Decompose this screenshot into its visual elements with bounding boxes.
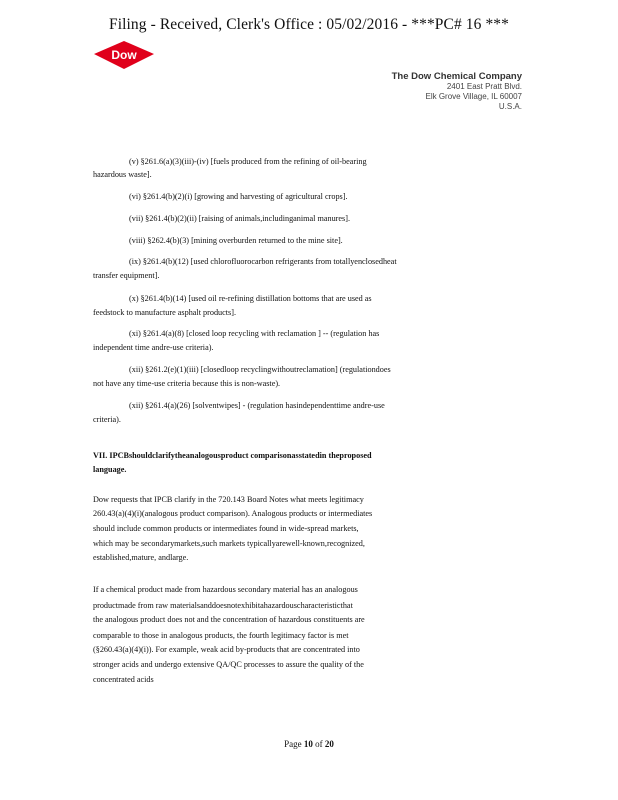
- list-item-line: (v) §261.6(a)(3)(iii)-(iv) [fuels produced from the refining of oil-bearing: [129, 157, 367, 166]
- list-item-line: (xii) §261.2(e)(1)(iii) [closedloop recyclingwithoutreclamation] (regulationdoes: [129, 365, 391, 374]
- company-name: The Dow Chemical Company: [391, 71, 522, 82]
- paragraph-line: which may be secondarymarkets,such markets typicallyarewell-known,recognized,: [93, 539, 365, 548]
- company-address-line: Elk Grove Village, IL 60007: [425, 92, 522, 101]
- list-item-line: (vii) §261.4(b)(2)(ii) [raising of animals,includinganimal manures].: [129, 214, 351, 223]
- paragraph-line: comparable to those in analogous products, the fourth legitimacy factor is met: [93, 631, 349, 640]
- paragraph-line: concentrated acids: [93, 675, 154, 684]
- list-item-line: not have any time-use criteria because this is non-waste).: [93, 379, 281, 388]
- list-item-line: (xi) §261.4(a)(8) [closed loop recycling with reclamation ] -- (regulation has: [129, 329, 380, 338]
- list-item-line: (x) §261.4(b)(14) [used oil re-refining distillation bottoms that are used as: [129, 294, 372, 303]
- list-item-line: criteria).: [93, 415, 121, 424]
- paragraph-line: should include common products or intermediates found in wide-spread markets,: [93, 524, 359, 533]
- company-address-line: U.S.A.: [498, 102, 522, 111]
- filing-header: Filing - Received, Clerk's Office : 05/02/2016 - ***PC# 16 ***: [108, 16, 510, 33]
- company-address-line: 2401 East Pratt Blvd.: [446, 82, 522, 91]
- list-item-line: hazardous waste].: [93, 170, 152, 179]
- list-item-line: (vi) §261.4(b)(2)(i) [growing and harvesting of agricultural crops].: [129, 192, 348, 201]
- list-item-line: (ix) §261.4(b)(12) [used chlorofluorocarbon refrigerants from totallyenclosedheat: [129, 257, 397, 266]
- company-address-block: [392, 72, 522, 112]
- paragraph-line: (§260.43(a)(4)(i)). For example, weak acid by-products that are concentrated into: [93, 645, 360, 654]
- page-total: 20: [324, 739, 334, 749]
- paragraph-line: If a chemical product made from hazardous secondary material has an analogous: [93, 585, 358, 594]
- paragraph-line: stronger acids and undergo extensive QA/QC processes to assure the quality of the: [93, 660, 364, 669]
- paragraph-line: productmade from raw materialsanddoesnotexhibitahazardouscharacteristicthat: [93, 601, 353, 610]
- page-number: 10: [303, 739, 313, 749]
- dow-logo-text: Dow: [111, 48, 137, 62]
- paragraph-line: 260.43(a)(4)(i)(analogous product comparison). Analogous products or intermediates: [93, 509, 373, 518]
- paragraph-line: established,mature, andlarge.: [93, 553, 189, 562]
- page-of: of: [315, 739, 323, 749]
- paragraph-line: the analogous product does not and the concentration of hazardous constituents are: [93, 615, 365, 624]
- list-item-line: (xii) §261.4(a)(26) [solventwipes] - (regulation hasindependenttime andre-use: [129, 401, 385, 410]
- list-item-line: feedstock to manufacture asphalt products].: [93, 308, 237, 317]
- list-item-line: (viii) §262.4(b)(3) [mining overburden returned to the mine site].: [129, 236, 343, 245]
- paragraph-line: Dow requests that IPCB clarify in the 720.143 Board Notes what meets legitimacy: [93, 495, 364, 504]
- list-item-line: independent time andre-use criteria).: [93, 343, 214, 352]
- dow-logo: [93, 40, 155, 70]
- section-heading: VII. IPCBshouldclarifytheanalogousproduct comparisonasstatedin theproposed: [93, 451, 372, 460]
- page-label: Page: [284, 739, 302, 749]
- section-heading: language.: [93, 465, 127, 474]
- page-footer: [0, 739, 618, 749]
- list-item-line: transfer equipment].: [93, 271, 160, 280]
